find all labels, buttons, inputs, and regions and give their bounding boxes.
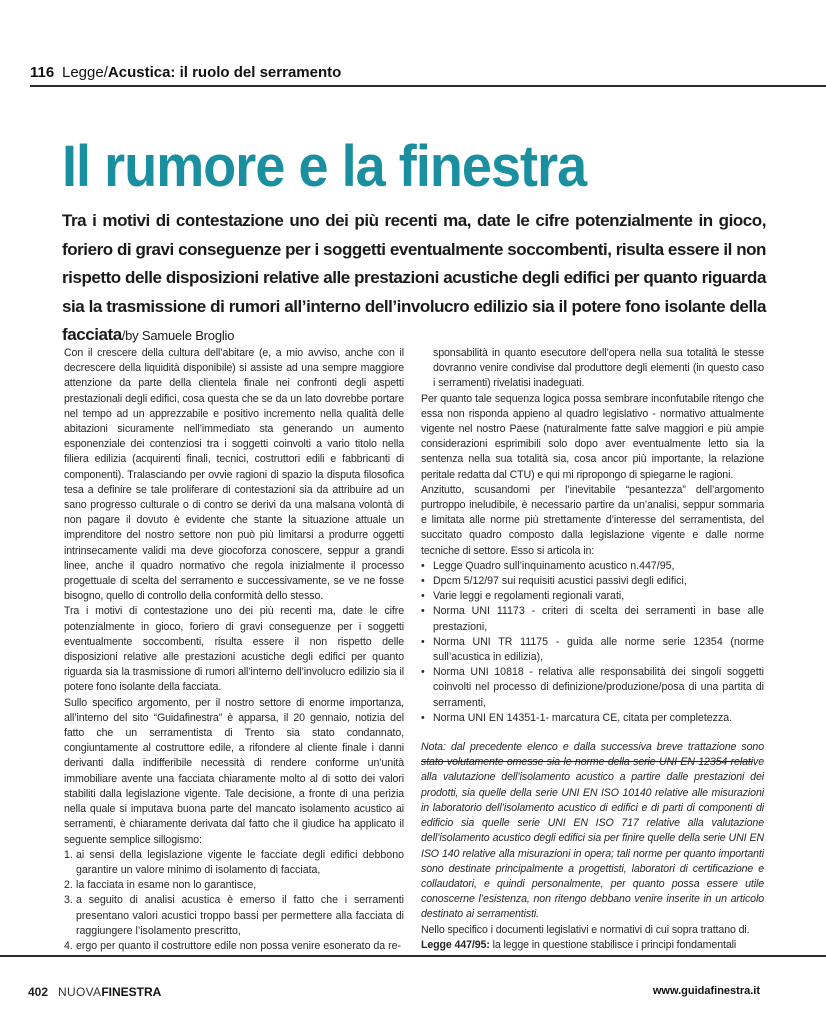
paragraph: Anzitutto, scusandomi per l’inevitabile “pesantezza” dell’argomento purtroppo ineludibile, è necessario partire da un’analisi, seppur sommaria e limitata alle norme più strettamente d’interesse del serramentista, del succitato quadro composto dalla legislazione vigente e dalle norme tecniche di settore. Esso si articola in: — [421, 483, 764, 557]
brand-finestra: FINESTRA — [101, 985, 162, 999]
list-item: 2. la facciata in esame non lo garantisce, — [64, 879, 257, 892]
right-column — [421, 346, 764, 953]
italic-note: Nota: dal precedente elenco e dalla successiva breve trattazione sono stato volutamente omesse sia le norme della serie UNI EN 12354 relative alla valutazione dell’isolamento acustico a partire dalle prestazioni dei prodotti, sia quelle della serie UNI EN ISO 10140 relative alle misurazioni in laboratorio dell’isolamento acustico di edifici e di parti di componenti di edificio sia quelle serie UNI EN ISO 717 relative alla valutazione dell’isolamento acustico degli edifici sia per finire quelle della serie UNI EN ISO 140 relative alla misurazioni in opera; tali norme per quanto importanti sono destinate principalmente a progettisti, laboratori di certificazione e collaudatori, e quindi personalmente, per quanto possa essere utile conoscerne l’esistenza, non ritengo debbano venire inserite in un articolo destinato ai serramentisti. — [421, 741, 764, 921]
list-item: • Dpcm 5/12/97 sui requisiti acustici passivi degli edifici, — [421, 574, 764, 589]
paragraph: Con il crescere della cultura dell’abitare (e, a mio avviso, anche con il decrescere della liquidità disponibile) si assiste ad una sempre maggiore attenzione da parte della clientela finale nei confronti degli aspetti prestazionali degli edifici, cosa questa che se da un lato dovrebbe portare nel tempo ad un apprezzabile e positivo incremento nella qualità delle abitazioni sicuramente nell’immediato sta generando un aumento esponenziale dei contenziosi tra i soggetti coinvolti a vario titolo nella filiera edilizia (acquirenti finali, tecnici, costruttori edili e fabbricanti di componenti). Tralasciando per ovvie ragioni di spazio la disputa filosofica tesa a definire se tale proliferare di contestazioni sia da attribuire ad un sano progresso culturale o di contro se derivi da una malsana volontà di non pagare il dovuto è evidente che stante la situazione attuale un imprenditore del nostro settore non può più limitarsi a produrre oggetti intrinsecamente validi ma deve giocoforza conoscere, seppur a grandi linee, anche il quadro normativo che regola inizialmente il processo progettuale di scelta del serramento e successivamente, se ve ne fosse bisogno, quello di controllo della conformità dello stesso. — [64, 347, 404, 603]
header-page-number: 116 — [30, 64, 55, 81]
list-item: • Norma UNI TR 11175 - guida alle norme serie 12354 (norme sull’acustica in edilizia), — [421, 635, 764, 665]
list-item: • Norma UNI 10818 - relativa alle responsabilità dei singoli soggetti coinvolti nel processo di definizione/produzione/posa di una partita di serramenti, — [421, 665, 764, 711]
list-item: 3. a seguito di analisi acustica è emerso il fatto che i serramenti presentano valori acustici troppo bassi per permettere alla facciata di raggiungere l’isolamento prescritto, — [64, 894, 404, 937]
footer-website: www.guidafinestra.it — [652, 985, 760, 997]
header-rule — [30, 85, 826, 87]
page-header — [30, 64, 826, 86]
header-section-label: Legge/ — [62, 64, 108, 81]
article-title: Il rumore e la finestra — [62, 134, 587, 199]
header-section-title: Acustica: il ruolo del serramento — [107, 64, 342, 81]
paragraph: Sullo specifico argomento, per il nostro settore di enorme importanza, all’interno del sito “Guidafinestra” è apparsa, il 20 gennaio, notizia del fatto che un serramentista di Trento sia stato condannato, congiuntamente al costruttore edile, a rifondere al cliente finale i danni derivanti dalla indifferibile necessità di rendere conforme un’unità immobiliare avente una facciata chiaramente molto al di sotto dei valori stabiliti dalla legislazione vigente. Tale decisione, a fronte di una perizia nella quale si imputava buona parte del mancato isolamento acustico ai serramenti, è chiaramente derivata dal fatto che il giudice ha applicato il seguente semplice sillogismo: — [64, 696, 404, 846]
list-item: 4. ergo per quanto il costruttore edile non possa venire esonerato da re- — [64, 939, 402, 952]
article-lead — [62, 207, 766, 351]
footer-rule — [0, 955, 826, 957]
footer-brand — [28, 985, 161, 999]
list-item: • Varie leggi e regolamenti regionali varati, — [421, 589, 764, 604]
left-column — [64, 346, 404, 954]
header-section — [62, 64, 341, 81]
list-item: 1. ai sensi della legislazione vigente le facciate degli edifici debbono garantire un valore minimo di isolamento di facciata, — [64, 848, 404, 876]
brand-nuova: NUOVA — [58, 985, 102, 999]
syllogism-list — [64, 848, 404, 954]
norms-list — [421, 559, 764, 726]
law-label: Legge 447/95: — [421, 938, 490, 951]
paragraph: Legge 447/95: la legge in questione stabilisce i principi fondamentali — [421, 938, 737, 951]
lead-text: Tra i motivi di contestazione uno dei più recenti ma, date le cifre potenzialmente in gioco, foriero di gravi conseguenze per i soggetti eventualmente soccombenti, risulta essere il non rispetto delle disposizioni relative alle prestazioni acustiche degli edifici per quanto riguarda sia la trasmissione di rumori all’interno dell’involucro edilizio sia il potere fono isolante della facciata — [62, 211, 766, 345]
footer-page-number: 402 — [28, 985, 49, 999]
list-item: • Norma UNI 11173 - criteri di scelta dei serramenti in base alle prestazioni, — [421, 604, 764, 634]
paragraph: Per quanto tale sequenza logica possa sembrare inconfutabile ritengo che essa non risponda appieno al quadro legislativo - normativo attualmente vigente nel nostro Paese (naturalmente fatte salve maggiori e più ampie considerazioni esprimibili solo dopo aver eventualmente letto sia la sentenza nella sua totalità sia, cosa ancor più importante, la relazione peritale redatta dal CTU) e qui mi ripropongo di spiegarne le ragioni. — [421, 392, 764, 481]
paragraph-continuation: sponsabilità in quanto esecutore dell’opera nella sua totalità le stesse dovranno venire condivise dal produttore degli elementi (in questo caso i serramenti) rivelatisi inadeguati. — [433, 347, 764, 390]
list-item: • Norma UNI EN 14351-1- marcatura CE, citata per completezza. — [421, 711, 764, 726]
byline: /by Samuele Broglio — [121, 328, 235, 344]
paragraph: Tra i motivi di contestazione uno dei più recenti ma, date le cifre potenzialmente in gioco, foriero di gravi conseguenze per i soggetti eventualmente soccombenti, risulta essere il non rispetto delle disposizioni relative alle prestazioni acustiche degli edifici per quanto riguarda sia la trasmissione di rumori all’interno dell’involucro edilizio sia il potere fono isolante della facciata. — [64, 605, 404, 694]
struck-text: stato volutamente omesse sia le norme della serie UNI EN 12354 relati — [421, 756, 753, 769]
list-item: • Legge Quadro sull’inquinamento acustico n.447/95, — [421, 559, 764, 574]
paragraph: Nello specifico i documenti legislativi e normativi di cui sopra trattano di. — [421, 923, 750, 936]
